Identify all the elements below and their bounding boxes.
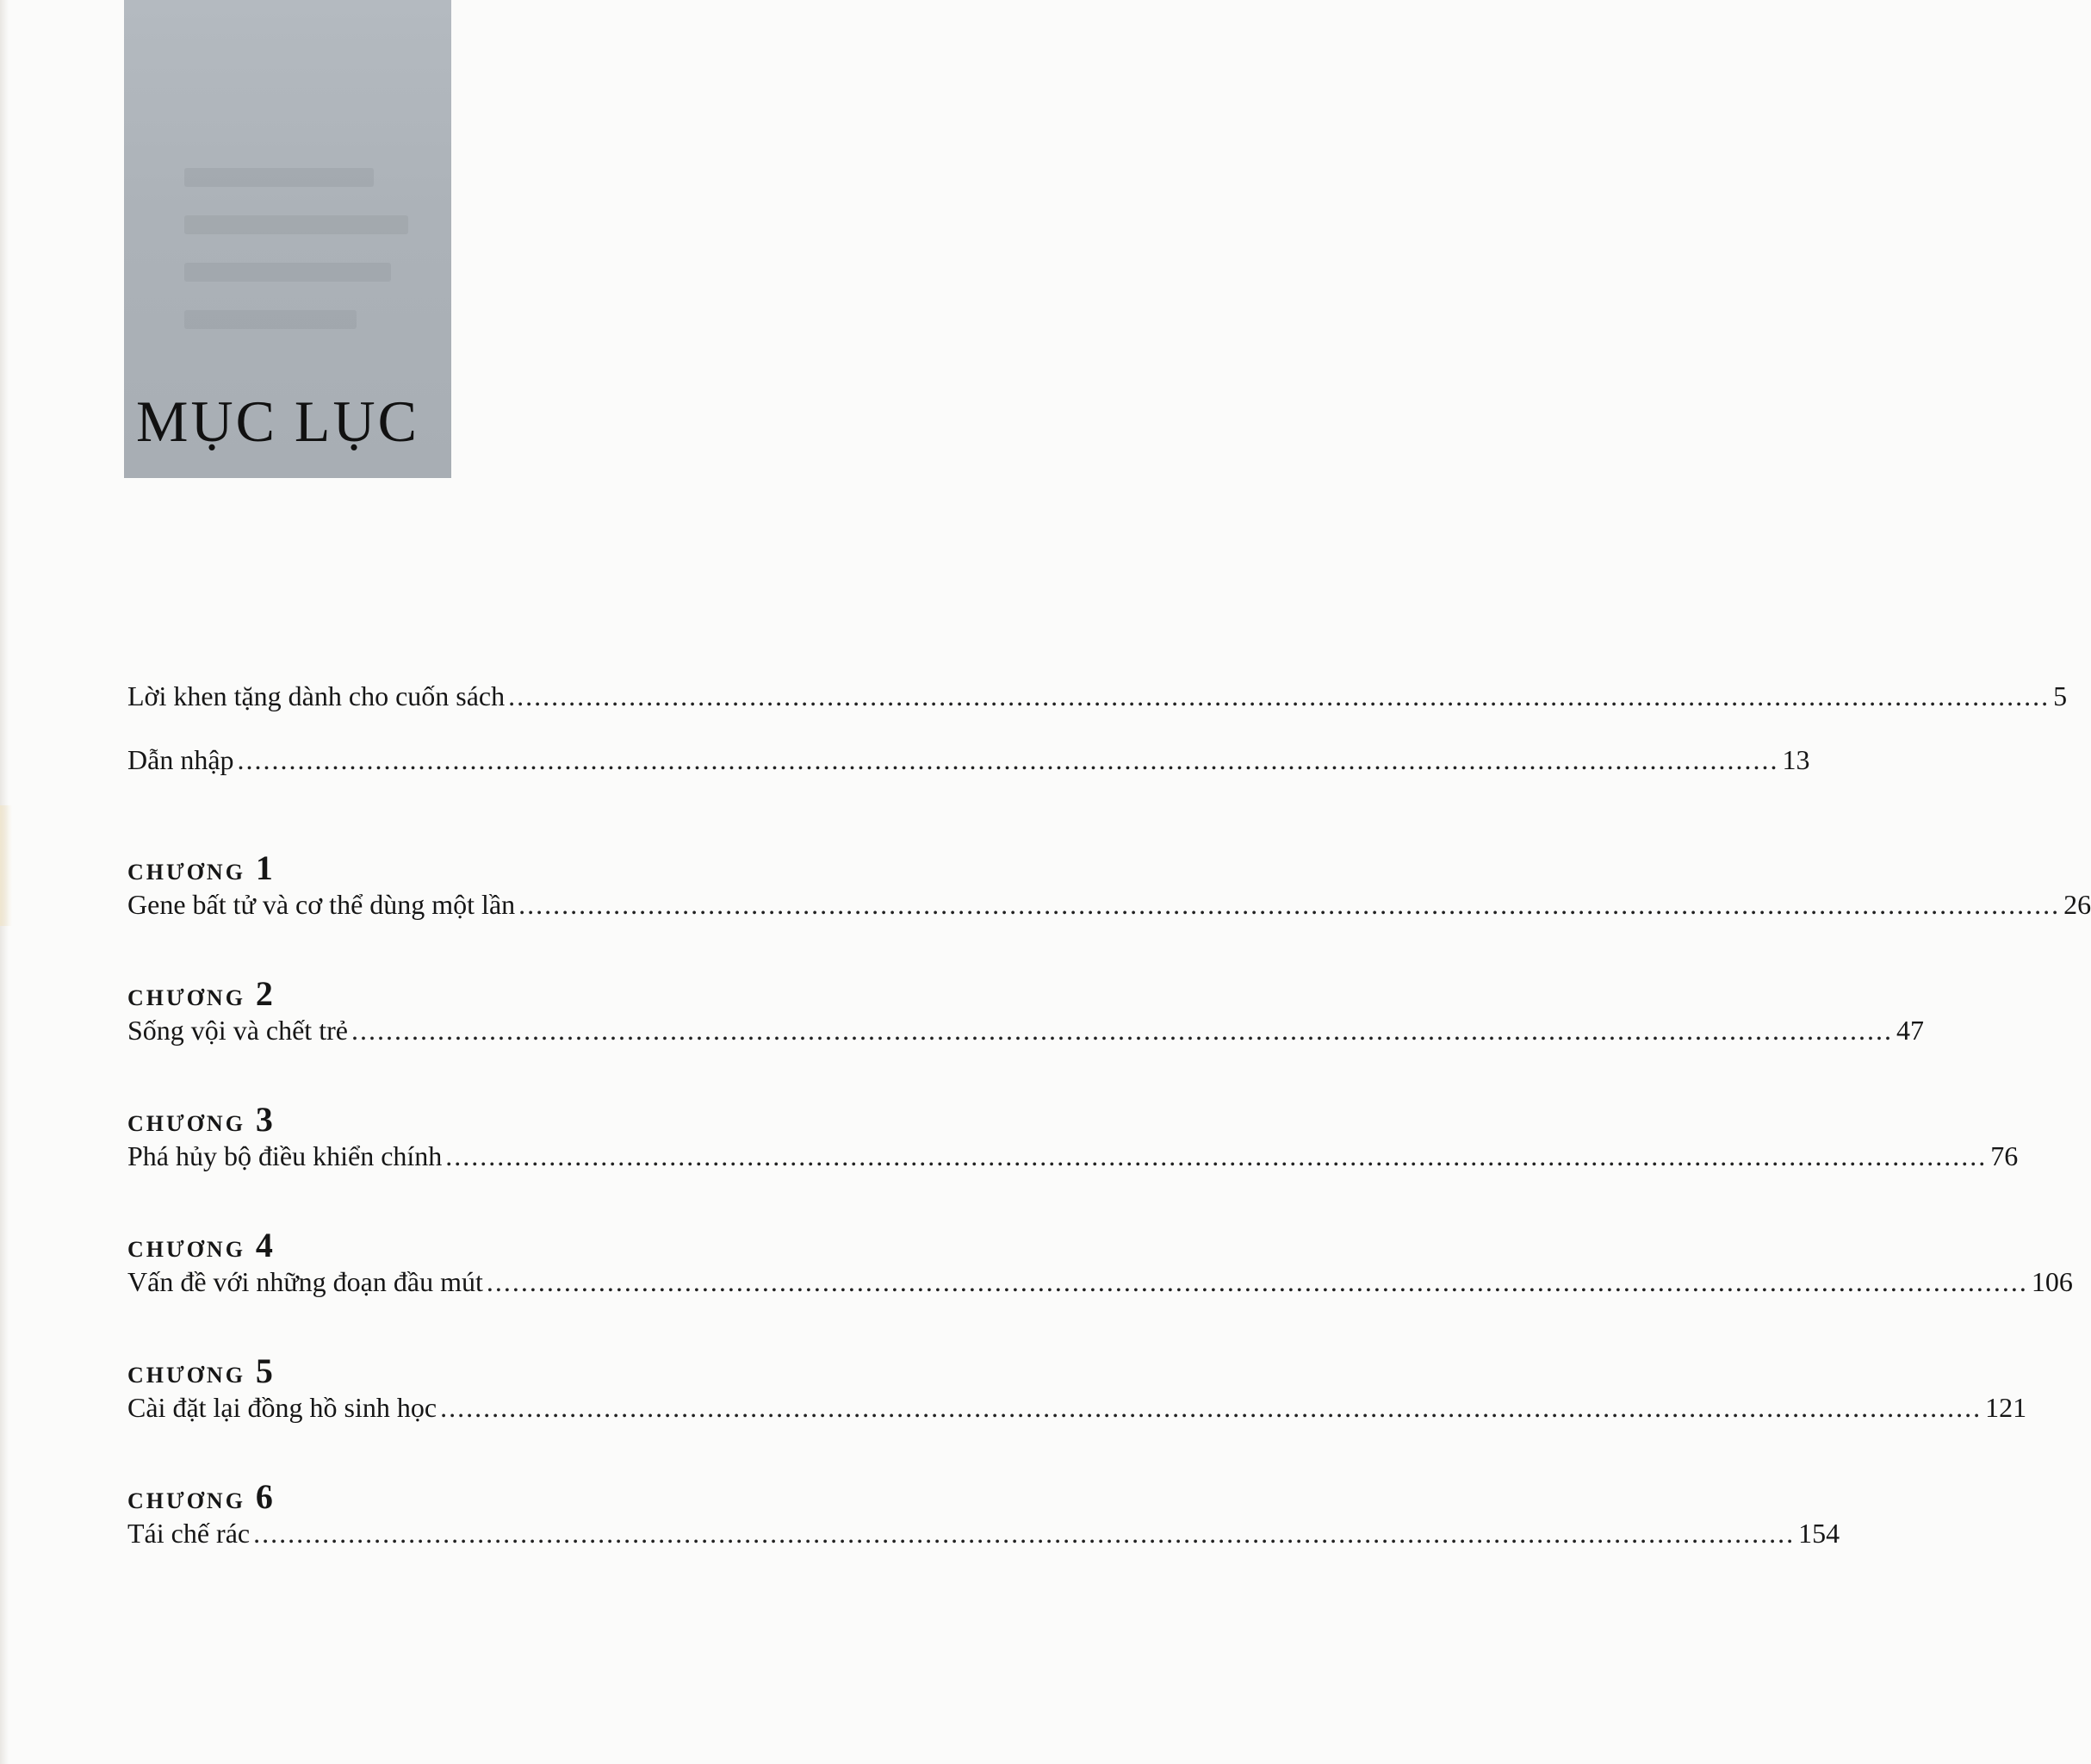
toc-entry-page: 47 bbox=[1896, 1015, 1924, 1046]
toc-entry-front-2[interactable] bbox=[127, 744, 1810, 786]
chapter-heading-1 bbox=[127, 848, 976, 889]
chapter-number: 6 bbox=[255, 1477, 273, 1516]
dot-leader: ................................................................................................................................................................................... bbox=[351, 1015, 1893, 1046]
toc-entry-page: 106 bbox=[2031, 1266, 2073, 1297]
toc-entry-label: Phá hủy bộ điều khiển chính bbox=[127, 1140, 443, 1171]
toc-entry-chapter-6[interactable] bbox=[127, 1518, 1840, 1559]
toc-entry-front-1[interactable] bbox=[127, 680, 2068, 722]
chapter-word: CHƯƠNG bbox=[127, 1488, 245, 1513]
toc-entry-label: Gene bất tử và cơ thể dùng một lần bbox=[127, 889, 516, 920]
chapter-heading-2 bbox=[127, 973, 976, 1015]
toc-entry-chapter-5[interactable] bbox=[127, 1392, 2027, 1433]
chapter-word: CHƯƠNG bbox=[127, 1363, 245, 1388]
toc-entry-page: 13 bbox=[1782, 744, 1810, 775]
toc-entry-page: 5 bbox=[2053, 680, 2068, 711]
chapter-number: 1 bbox=[255, 848, 273, 887]
chapter-number: 4 bbox=[255, 1226, 273, 1264]
toc-entry-chapter-2[interactable] bbox=[127, 1015, 1924, 1056]
toc-entry-label: Dẫn nhập bbox=[127, 744, 234, 775]
toc-entry-label: Vấn đề với những đoạn đầu mút bbox=[127, 1266, 483, 1297]
chapter-word: CHƯƠNG bbox=[127, 1237, 245, 1262]
dot-leader: ................................................................................................................................................................................... bbox=[518, 889, 2061, 920]
chapter-number: 3 bbox=[255, 1100, 273, 1139]
chapter-heading-3 bbox=[127, 1099, 976, 1140]
title-block bbox=[124, 0, 451, 478]
toc-entry-label: Sống vội và chết trẻ bbox=[127, 1015, 348, 1046]
page-title: MỤC LỤC bbox=[136, 388, 419, 454]
chapter-word: CHƯƠNG bbox=[127, 985, 245, 1010]
toc-entry-page: 154 bbox=[1798, 1518, 1840, 1549]
dot-leader: ................................................................................................................................................................................... bbox=[445, 1140, 1988, 1171]
toc-entry-chapter-1[interactable] bbox=[127, 889, 2091, 930]
toc-entry-chapter-4[interactable] bbox=[127, 1266, 2073, 1307]
chapter-number: 2 bbox=[255, 974, 273, 1013]
chapter-heading-5 bbox=[127, 1351, 976, 1392]
chapter-heading-4 bbox=[127, 1225, 976, 1266]
chapter-word: CHƯƠNG bbox=[127, 1111, 245, 1136]
chapter-word: CHƯƠNG bbox=[127, 860, 245, 885]
toc-entry-label: Lời khen tặng dành cho cuốn sách bbox=[127, 680, 506, 711]
chapter-heading-6 bbox=[127, 1476, 976, 1518]
toc-entry-label: Cài đặt lại đồng hồ sinh học bbox=[127, 1392, 437, 1423]
page-edge-mark bbox=[0, 805, 12, 926]
dot-leader: ................................................................................................................................................................................... bbox=[440, 1392, 1982, 1423]
toc-entry-page: 121 bbox=[1985, 1392, 2027, 1423]
dot-leader: ................................................................................................................................................................................... bbox=[237, 744, 1779, 775]
toc-entry-chapter-3[interactable] bbox=[127, 1140, 2019, 1182]
toc-entry-page: 76 bbox=[1990, 1140, 2019, 1171]
dot-leader: ................................................................................................................................................................................... bbox=[253, 1518, 1796, 1549]
toc-entry-label: Tái chế rác bbox=[127, 1518, 251, 1549]
toc-entry-page: 26 bbox=[2063, 889, 2091, 920]
table-of-contents bbox=[127, 680, 2091, 1559]
chapter-number: 5 bbox=[255, 1351, 273, 1390]
dot-leader: ................................................................................................................................................................................... bbox=[508, 680, 2051, 711]
dot-leader: ................................................................................................................................................................................... bbox=[486, 1266, 2028, 1297]
